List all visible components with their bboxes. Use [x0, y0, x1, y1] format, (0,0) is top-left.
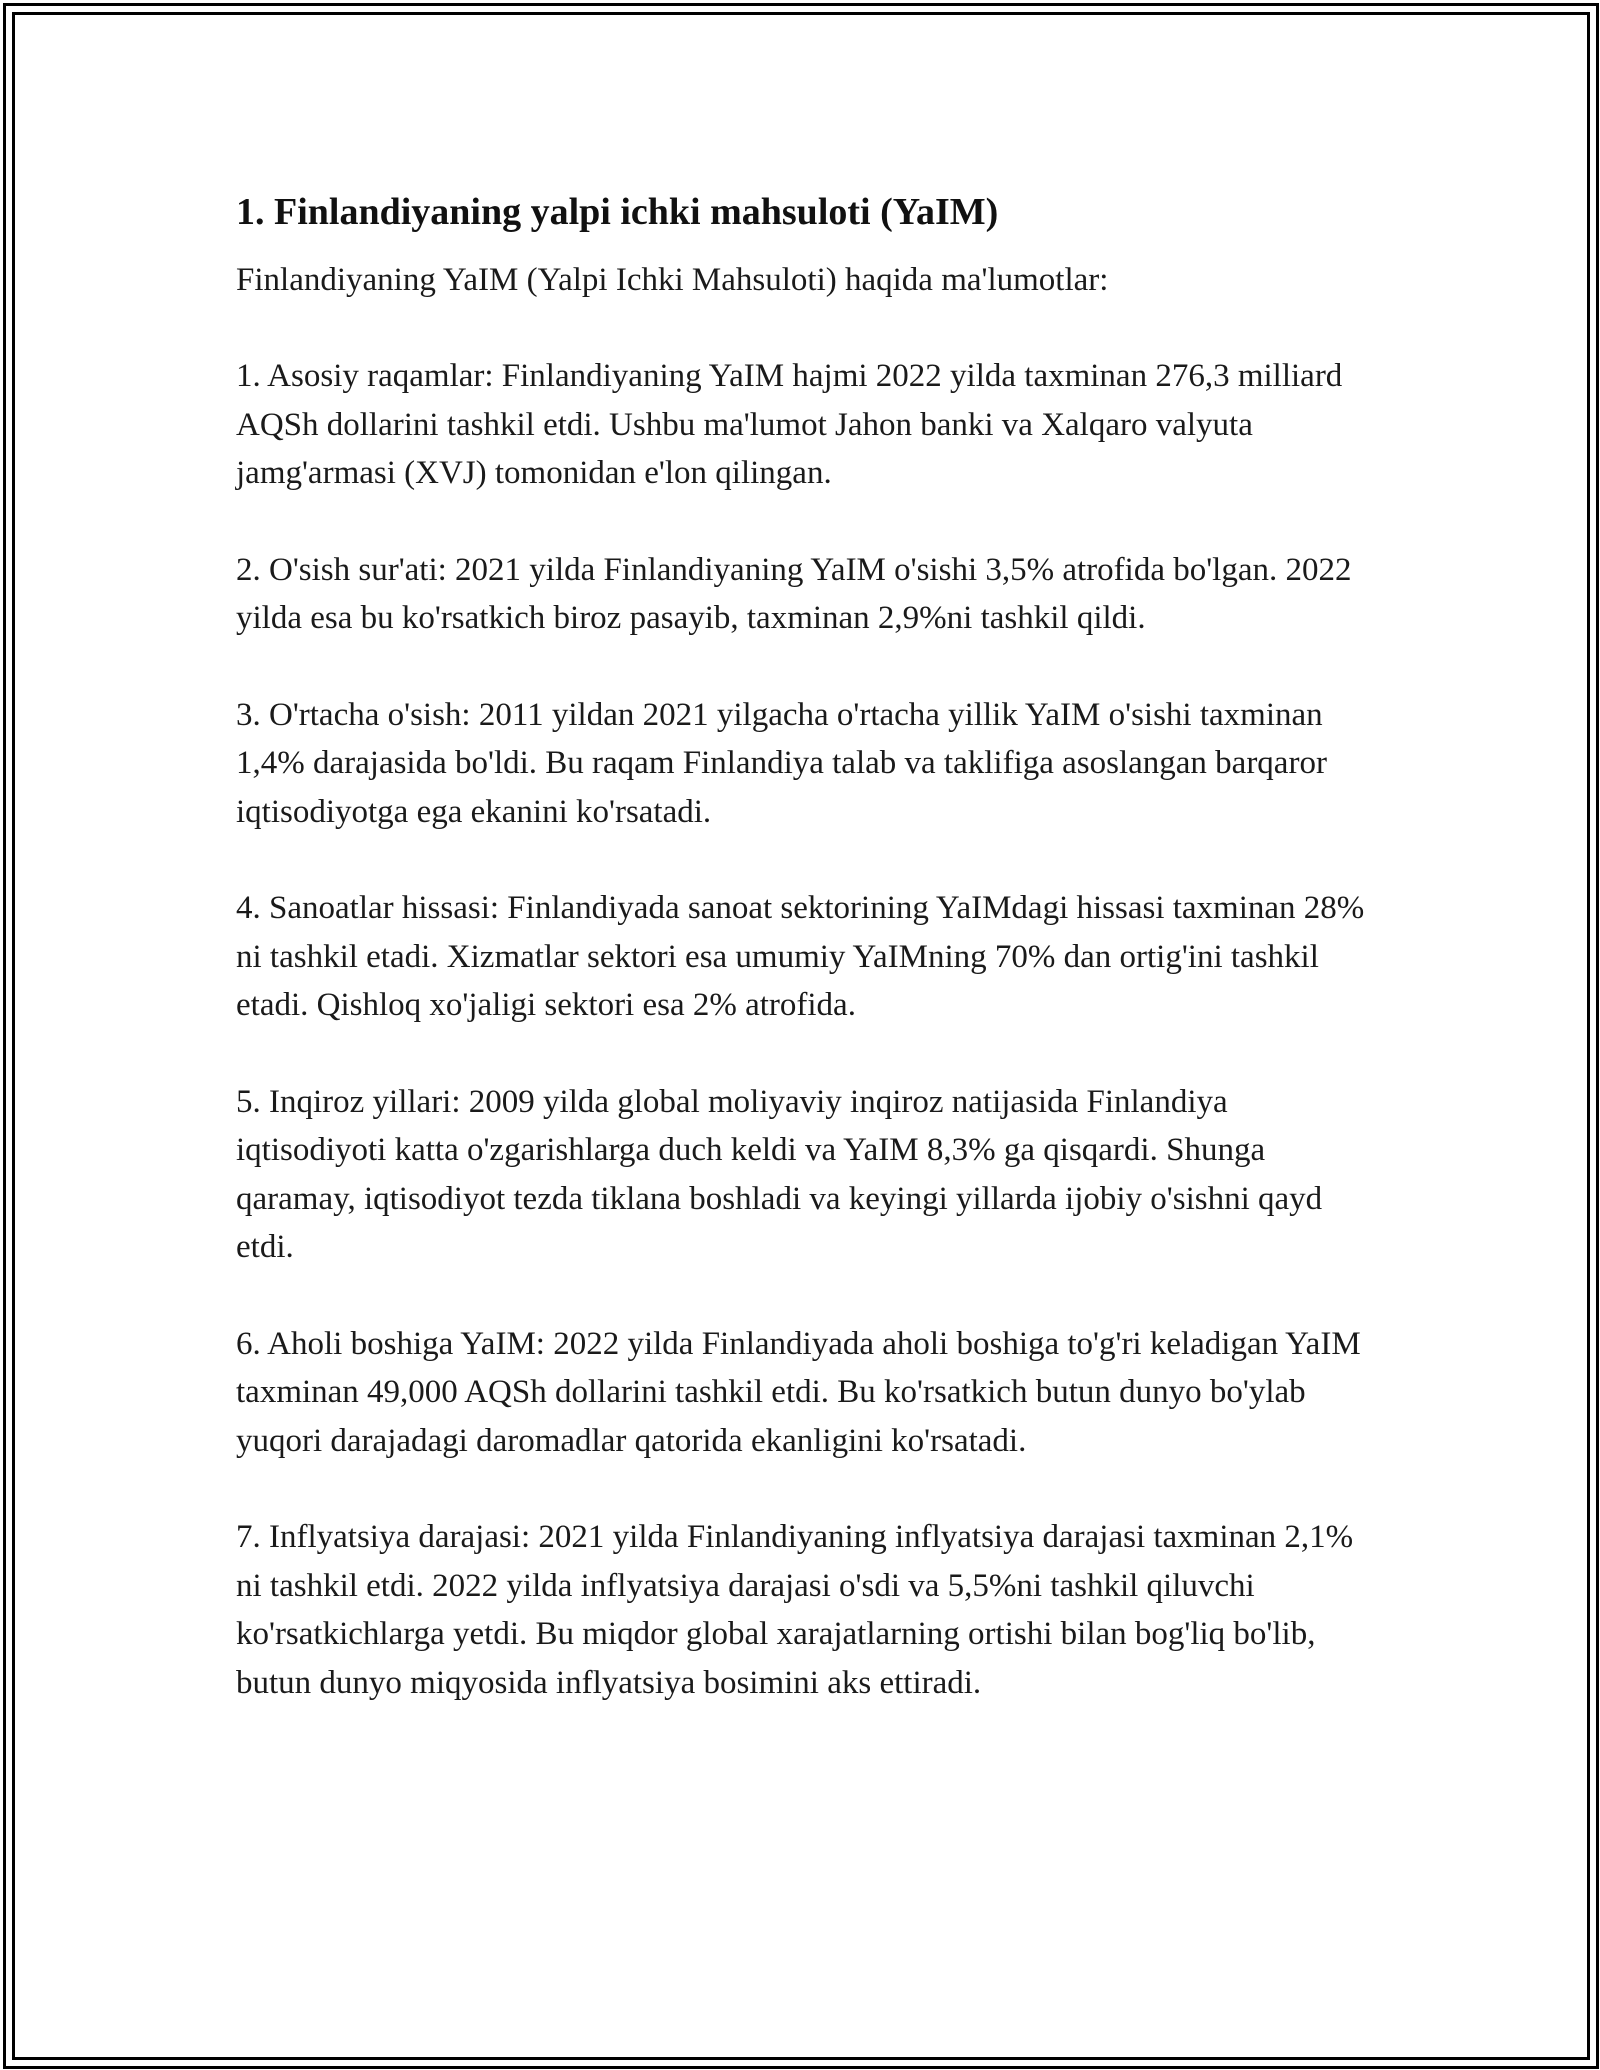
document-title: 1. Finlandiyaning yalpi ichki mahsuloti (YaIM): [236, 191, 999, 233]
paragraph-sanoatlar-hissasi: 4. Sanoatlar hissasi: Finlandiyada sanoat sektorining YaIMdagi hissasi taxminan 28% ni tashkil etadi. Xizmatlar sektori esa umumiy YaIMning 70% dan ortig'ini tashkil etadi. Qishloq xo'jaligi sektori esa 2% atrofida.: [236, 890, 1365, 1023]
paragraph-ortacha-osish: 3. O'rtacha o'sish: 2011 yildan 2021 yilgacha o'rtacha yillik YaIM o'sishi taxminan 1,4% darajasida bo'ldi. Bu raqam Finlandiya talab va taklifiga asoslangan barqaror iqtisodiyotga ega ekanini ko'rsatadi.: [236, 696, 1327, 830]
paragraph-aholi-boshiga-yaim: 6. Aholi boshiga YaIM: 2022 yilda Finlandiyada aholi boshiga to'g'ri keladigan YaIM taxminan 49,000 AQSh dollarini tashkil etdi. Bu ko'rsatkich butun dunyo bo'ylab yuqori darajadagi daromadlar qatorida ekanligini ko'rsatadi.: [236, 1325, 1361, 1459]
paragraph-inflyatsiya-darajasi: 7. Inflyatsiya darajasi: 2021 yilda Finlandiyaning inflyatsiya darajasi taxminan 2,1% ni tashkil etdi. 2022 yilda inflyatsiya darajasi o'sdi va 5,5%ni tashkil qiluvchi ko'rsatkichlarga yetdi. Bu miqdor global xarajatlarning ortishi bilan bog'liq bo'lib, butun dunyo miqyosida inflyatsiya bosimini aks ettiradi.: [236, 1519, 1354, 1701]
paragraph-inqiroz-yillari: 5. Inqiroz yillari: 2009 yilda global moliyaviy inqiroz natijasida Finlandiya iqtisodiyoti katta o'zgarishlarga duch keldi va YaIM 8,3% ga qisqardi. Shunga qaramay, iqtisodiyot tezda tiklana boshladi va keyingi yillarda ijobiy o'sishni qayd etdi.: [236, 1083, 1323, 1265]
document-body: [236, 188, 1386, 1755]
intro-paragraph: Finlandiyaning YaIM (Yalpi Ichki Mahsuloti) haqida ma'lumotlar:: [236, 262, 1109, 298]
paragraph-asosiy-raqamlar: 1. Asosiy raqamlar: Finlandiyaning YaIM hajmi 2022 yilda taxminan 276,3 milliard AQSh dollarini tashkil etdi. Ushbu ma'lumot Jahon banki va Xalqaro valyuta jamg'armasi (XVJ) tomonidan e'lon qilingan.: [236, 358, 1343, 491]
paragraph-osish-surati: 2. O'sish sur'ati: 2021 yilda Finlandiyaning YaIM o'sishi 3,5% atrofida bo'lgan. 2022 yilda esa bu ko'rsatkich biroz pasayib, taxminan 2,9%ni tashkil qildi.: [236, 551, 1352, 636]
